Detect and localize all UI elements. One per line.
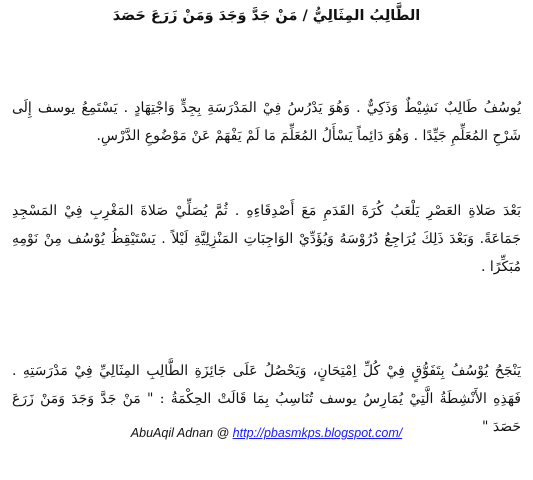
paragraph-2: بَعْدَ صَلاةِ العَصْرِ يَلْعَبُ كُرَةَ القَدَمِ مَعَ أَصْدِقَاءِهِ . ثُمَّ يُصَلِّيْ صَلاةَ المَغْرِبِ فِيْ المَسْجِدِ جَمَاعَةً. وَبَعْدَ ذَلِكَ يُرَاجِعُ دُرُوْسَهُ وَيُؤَدِّيْ الوَاجِبَاتِ المَنْزِلِيَّةِ لَيْلاً . يَسْتَيْقِظُ يُوْسُف مِنْ نَوْمِهِ مُبَكِّرًا . xyxy=(12,203,521,275)
paragraph-1: يُوسُفُ طَالِبٌ نَشِيْطٌ وَذَكِيٌّ . وَهُوَ يَدْرُسُ فِيْ المَدْرَسَةِ بِجِدٍّ وَاجْتِهَادٍ . يَسْتَمِعُ يوسف إِلَى شَرْحِ المُعَلِّمِ جَيِّدًا . وَهُوَ دَائِماً يَسْأَلُ المُعَلِّمَ مَا لَمْ يَفْهَمْ عَنْ مَوْضُوعِ الدَّرْسِ. xyxy=(12,100,521,144)
document-title: الطَّالِبُ المِثَالِيُّ / مَنْ جَدَّ وَجَدَ وَمَنْ زَرَعَ حَصَدَ xyxy=(112,8,421,24)
credit-author: AbuAqil Adnan @ xyxy=(130,426,233,440)
credit-line xyxy=(0,426,533,440)
paragraph-3: يَنْجَحُ يُوْسُفُ بِتَفَوُّقٍ فِيْ كُلِّ اِمْتِحَانٍ، وَيَحْصُلُ عَلَى جَائِزَةِ الطَّالِبِ المِثَالِيِّ فِيْ مَدْرَسَتِهِ . فَهَذِهِ الأَنْشِطَةُ الَّتِيْ يُمَارِسُ يوسف تُنَاسِبُ بِمَا قَالَتْ الحِكْمَةُ : " مَنْ جَدَّ وَجَدَ وَمَنْ زَرَعَ حَصَدَ " xyxy=(12,363,521,435)
blog-link[interactable]: http://pbasmkps.blogspot.com/ xyxy=(232,426,403,440)
